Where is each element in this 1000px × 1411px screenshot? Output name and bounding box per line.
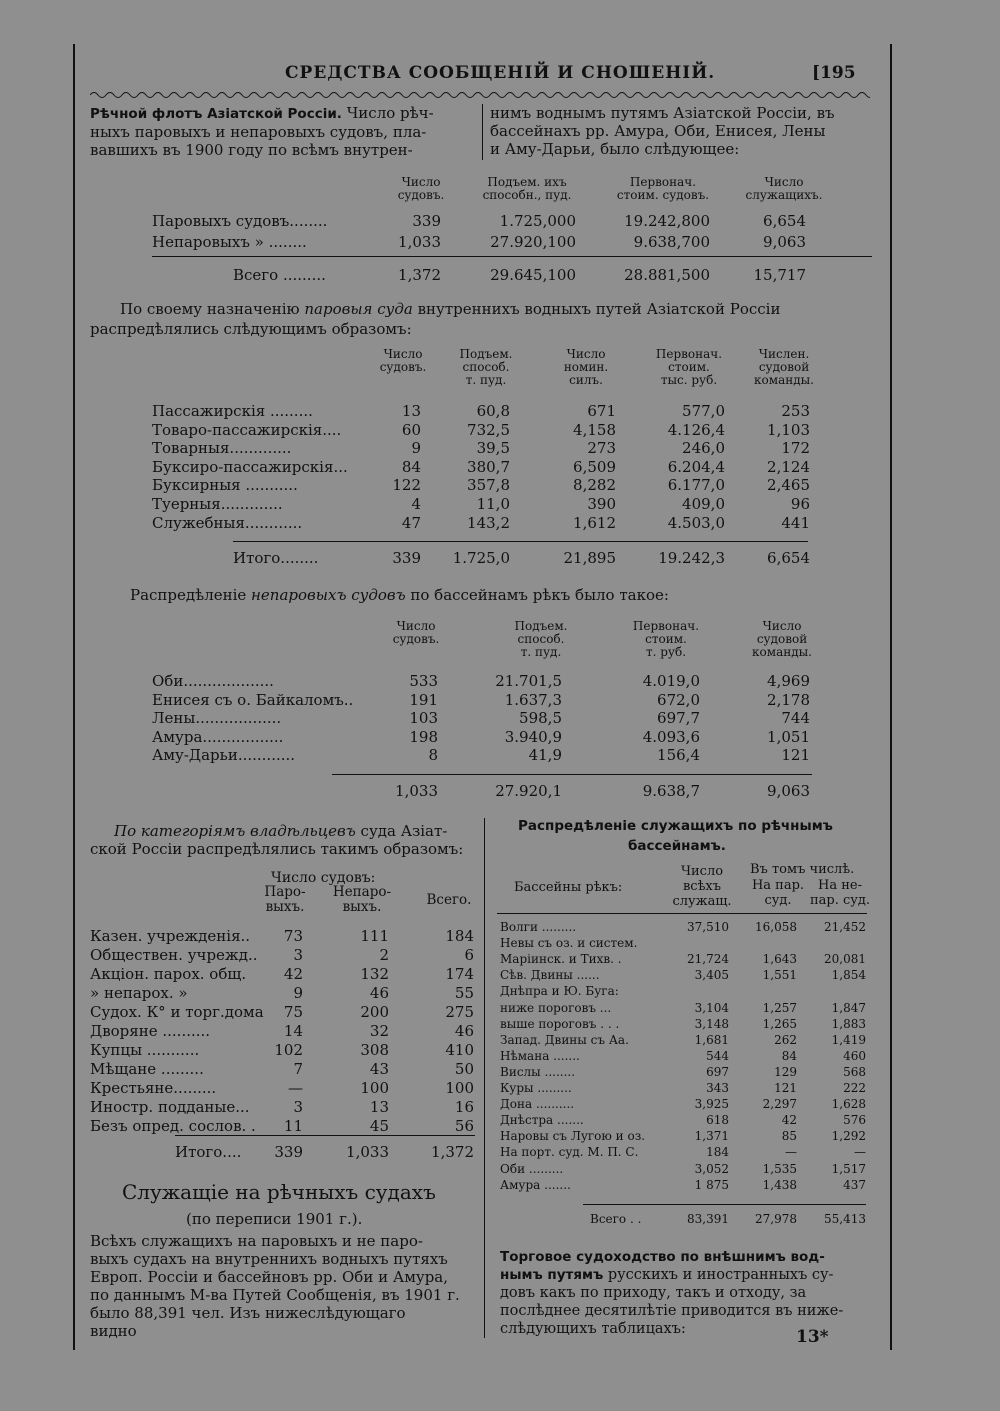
bold-lead: Рѣчной флотъ Азіатской Россіи.: [90, 106, 342, 122]
cell-value: 1,265: [762, 1016, 797, 1031]
column-header: Число номин. силъ.: [563, 347, 609, 387]
section-title: Служащіе на рѣчныхъ судахъ: [122, 1180, 436, 1204]
cell-value: 37,510: [687, 920, 729, 934]
column-header: Числен. судовой команды.: [754, 347, 814, 387]
cell-value: 184: [445, 927, 474, 945]
cell-value: 13: [369, 1098, 389, 1116]
row-label: Безъ опред. сослов. .: [90, 1117, 256, 1135]
employees-paragraph: [90, 1232, 478, 1340]
intro-line: нимъ воднымъ путямъ Азіатской Россіи, въ: [490, 104, 835, 122]
row-label: Маріинск. и Тихв. .: [500, 952, 622, 967]
total-label: Всего . .: [590, 1212, 642, 1226]
row-label: Запад. Двины съ Аа.: [500, 1032, 629, 1047]
cell-value: 56: [454, 1117, 474, 1135]
cell-value: —: [785, 1145, 797, 1160]
cell-value: 6.177,0: [667, 476, 725, 495]
row-label: Сѣв. Двины ......: [500, 968, 600, 983]
row-label: ниже пороговъ ...: [500, 1000, 612, 1015]
intro-line: бассейнахъ рр. Амура, Оби, Енисея, Лены: [490, 122, 826, 140]
total-value: 21,895: [563, 549, 616, 567]
cell-value: —: [288, 1079, 303, 1097]
text-run: По своему назначенію: [120, 300, 305, 318]
row-label: выше пороговъ . . .: [500, 1016, 620, 1031]
total-value: 28.881,500: [624, 266, 710, 284]
cell-value: 3,925: [694, 1097, 729, 1112]
emphasis-text: По категоріямъ владѣльцевъ: [114, 822, 356, 840]
signature-mark: 13*: [796, 1327, 829, 1347]
cell-value: 2,297: [762, 1097, 797, 1112]
column-header: Подъем. ихъ способн., пуд.: [482, 175, 572, 202]
cell-value: 339: [412, 212, 441, 230]
cell-value: 14: [283, 1022, 303, 1040]
cell-value: 4.126,4: [667, 420, 725, 439]
column-header: Подъем. способ. т. пуд.: [459, 347, 513, 387]
cell-value: 598,5: [519, 709, 562, 727]
column-header: Всего.: [426, 892, 472, 908]
total-value: 339: [392, 549, 421, 567]
paragraph-line: довъ какъ по приходу, такъ и отходу, за: [500, 1285, 807, 1301]
cell-value: 1,681: [694, 1032, 729, 1047]
total-value: 83,391: [687, 1212, 729, 1226]
cell-value: 129: [774, 1064, 797, 1079]
total-label: Итого........: [233, 549, 319, 567]
cell-value: 343: [706, 1081, 729, 1095]
row-label: Невы съ оз. и систем.: [500, 936, 638, 951]
cell-value: 43: [369, 1060, 389, 1078]
cell-value: 1,257: [762, 1000, 797, 1015]
column-header: Число судовъ.: [392, 619, 440, 646]
cell-value: 1,103: [767, 420, 810, 439]
cell-value: 1 875: [694, 1177, 729, 1192]
cell-value: 2,178: [767, 690, 810, 709]
paragraph-line: было 88,391 чел. Изъ нижеслѣдующаго: [90, 1304, 406, 1322]
row-label: Волги .........: [500, 920, 577, 934]
paragraph-line: Торговое судоходство по внѣшнимъ вод-: [500, 1249, 825, 1265]
cell-value: 60: [401, 420, 421, 439]
nonsteam-basin-paragraph: [130, 586, 870, 604]
row-label: Амура.................: [152, 727, 284, 746]
column-header: Число судовъ.: [379, 347, 427, 374]
column-header: Первонач. стоим. тыс. руб.: [655, 347, 723, 387]
cell-value: 4.503,0: [667, 513, 725, 532]
total-value: 1.725,0: [452, 549, 510, 567]
total-value: 27.920,1: [495, 782, 562, 800]
paragraph-line: послѣднее десятилѣтіе приводится въ ниже-: [500, 1303, 844, 1319]
cell-value: 85: [781, 1129, 797, 1144]
cell-value: 1,051: [767, 727, 810, 746]
cell-value: 20,081: [824, 952, 866, 967]
page-header: [0, 63, 1000, 89]
text-run: русскихъ и иностранныхъ су-: [603, 1267, 834, 1283]
steamers-purpose-paragraph-2: распредѣлялись слѣдующимъ образомъ:: [90, 320, 412, 338]
column-header: Первонач. стоим. т. руб.: [632, 619, 700, 659]
cell-value: 1,883: [831, 1016, 866, 1031]
cell-value: 732,5: [467, 420, 510, 439]
employees-table-title: Распредѣленіе служащихъ по рѣчнымъ: [518, 818, 833, 834]
cell-value: 1,517: [831, 1161, 866, 1176]
total-value: 339: [274, 1143, 303, 1161]
cell-value: 19.242,800: [624, 212, 710, 230]
cell-value: 3: [293, 1098, 303, 1116]
cell-value: 1,612: [573, 513, 616, 532]
intro-left-column: [90, 104, 478, 159]
cell-value: 4,969: [767, 672, 810, 690]
cell-value: 410: [445, 1041, 474, 1059]
cell-value: 21,452: [824, 920, 866, 934]
cell-value: 9: [293, 984, 303, 1002]
cell-value: 100: [445, 1079, 474, 1097]
cell-value: 744: [781, 709, 810, 727]
table-rule: [233, 541, 808, 542]
column-header: На не- пар. суд.: [809, 878, 871, 908]
foreign-trade-paragraph: [500, 1248, 880, 1338]
row-label: Дона ..........: [500, 1097, 575, 1112]
cell-value: 3,104: [694, 1000, 729, 1015]
cell-value: 1,292: [831, 1129, 866, 1144]
total-value: 29.645,100: [490, 266, 576, 284]
total-value: 15,717: [753, 266, 806, 284]
cell-value: 357,8: [467, 476, 510, 495]
row-label: Буксирныя ...........: [152, 476, 298, 495]
total-value: 6,654: [767, 549, 810, 567]
intro-line: [90, 104, 478, 123]
cell-value: 697: [706, 1064, 729, 1079]
cell-value: 21.701,5: [495, 672, 562, 690]
row-label: Днѣпра и Ю. Буга:: [500, 984, 619, 999]
total-value: 9.638,7: [642, 782, 700, 800]
cell-value: 45: [369, 1117, 389, 1135]
column-divider: [482, 104, 483, 160]
cell-value: 253: [781, 402, 810, 420]
cell-value: 2: [379, 946, 389, 964]
cell-value: 47: [401, 513, 421, 532]
emphasis-text: непаровыхъ судовъ: [251, 586, 406, 604]
paragraph-line: по даннымъ М-ва Путей Сообщенія, въ 1901 г.: [90, 1286, 460, 1304]
total-label: Всего .........: [233, 266, 326, 284]
row-label: Амура .......: [500, 1177, 571, 1192]
total-value: 19.242,3: [658, 549, 725, 567]
row-label: Служебныя............: [152, 513, 303, 532]
row-label: Мѣщане .........: [90, 1060, 204, 1078]
paragraph-line: [500, 1266, 880, 1284]
cell-value: 172: [781, 439, 810, 458]
cell-value: 308: [360, 1041, 389, 1059]
cell-value: 3,052: [694, 1161, 729, 1176]
row-label: Крестьяне.........: [90, 1079, 217, 1097]
row-label: Дворяне ..........: [90, 1022, 211, 1040]
table-rule: [497, 913, 867, 914]
cell-value: 1,419: [831, 1032, 866, 1047]
row-label: » непарох. »: [90, 984, 188, 1002]
column-header: Число судовой команды.: [752, 619, 812, 659]
group-header: Въ томъ числѣ.: [750, 862, 855, 877]
cell-value: 84: [781, 1048, 797, 1063]
cell-value: 1,033: [398, 233, 441, 251]
cell-value: 174: [445, 965, 474, 983]
cell-value: 111: [360, 927, 389, 945]
row-label: Нѣмана .......: [500, 1048, 580, 1063]
text-run: вавшихъ въ 1900 году по всѣмъ внутрен-: [90, 141, 413, 159]
bold-lead: нымъ путямъ: [500, 1267, 604, 1283]
cell-value: 200: [360, 1003, 389, 1021]
cell-value: 100: [360, 1079, 389, 1097]
cell-value: 672,0: [657, 690, 700, 709]
cell-value: 1,551: [762, 968, 797, 983]
cell-value: 6,654: [763, 212, 806, 230]
cell-value: 6: [464, 946, 474, 964]
cell-value: 75: [283, 1003, 303, 1021]
cell-value: 1,847: [831, 1000, 866, 1015]
column-header: Подъем. способ. т. пуд.: [514, 619, 568, 659]
cell-value: 4: [411, 495, 421, 513]
column-header: На пар. суд.: [751, 878, 805, 908]
employees-table-title-2: бассейнамъ.: [628, 838, 726, 854]
cell-value: 103: [409, 709, 438, 727]
cell-value: 262: [774, 1032, 797, 1047]
cell-value: 84: [401, 457, 421, 476]
row-label: На порт. суд. М. П. С.: [500, 1145, 639, 1160]
cell-value: 73: [283, 927, 303, 945]
cell-value: 41,9: [528, 746, 562, 764]
cell-value: 7: [293, 1060, 303, 1078]
cell-value: 60,8: [476, 402, 510, 420]
cell-value: 32: [369, 1022, 389, 1040]
total-value: 1,372: [431, 1143, 474, 1161]
row-label: Купцы ...........: [90, 1041, 200, 1059]
row-label: Казен. учрежденія..: [90, 927, 251, 945]
column-header: Число служащихъ.: [745, 175, 823, 202]
cell-value: 184: [706, 1145, 729, 1160]
running-title: СРЕДСТВА СООБЩЕНІЙ И СНОШЕНІЙ.: [285, 63, 716, 83]
cell-value: 122: [392, 476, 421, 495]
table-rule: [152, 256, 872, 257]
cell-value: 671: [587, 402, 616, 420]
cell-value: —: [854, 1145, 866, 1160]
cell-value: 191: [409, 690, 438, 709]
cell-value: 121: [781, 746, 810, 764]
cell-value: 1.637,3: [504, 690, 562, 709]
column-header: Число всѣхъ служащ.: [672, 864, 732, 909]
cell-value: 568: [843, 1064, 866, 1079]
paragraph-line: Европ. Россіи и бассейновъ рр. Оби и Амура,: [90, 1268, 449, 1286]
table-rule: [332, 774, 812, 775]
cell-value: 3,405: [694, 968, 729, 983]
row-label: Енисея съ о. Байкаломъ..: [152, 690, 354, 709]
paragraph-line: слѣдующихъ таблицахъ:: [500, 1321, 686, 1337]
cell-value: 1,535: [762, 1161, 797, 1176]
cell-value: 198: [409, 727, 438, 746]
row-label: Пассажирскія .........: [152, 402, 313, 420]
owners-paragraph-2: ской Россіи распредѣлялись такимъ образомъ:: [90, 840, 464, 858]
total-value: 1,033: [395, 782, 438, 800]
emphasis-text: паровыя суда: [304, 300, 413, 318]
cell-value: 437: [843, 1177, 866, 1192]
cell-value: 577,0: [682, 402, 725, 420]
cell-value: 156,4: [657, 746, 700, 764]
cell-value: 576: [843, 1113, 866, 1128]
cell-value: 1,854: [831, 968, 866, 983]
cell-value: 121: [774, 1081, 797, 1095]
cell-value: 2,124: [767, 457, 810, 476]
cell-value: 2,465: [767, 476, 810, 495]
cell-value: 6.204,4: [667, 457, 725, 476]
cell-value: 533: [409, 672, 438, 690]
intro-line: [90, 123, 478, 141]
paragraph-line: Всѣхъ служащихъ на паровыхъ и не паро-: [90, 1232, 423, 1250]
column-header: Бассейны рѣкъ:: [514, 880, 623, 895]
intro-line: и Аму-Дарьи, было слѣдующее:: [490, 140, 740, 158]
total-label: Итого....: [175, 1143, 242, 1161]
cell-value: 460: [843, 1048, 866, 1063]
row-label: Товаро-пассажирскія....: [152, 420, 342, 439]
cell-value: 9: [411, 439, 421, 458]
row-label: Наровы съ Лугою и оз.: [500, 1129, 646, 1144]
cell-value: 3: [293, 946, 303, 964]
row-label: Лены..................: [152, 709, 282, 727]
steamers-purpose-paragraph: [120, 300, 880, 318]
cell-value: 1,643: [762, 952, 797, 967]
cell-value: 4.019,0: [642, 672, 700, 690]
column-header: Первонач. стоим. судовъ.: [616, 175, 710, 202]
row-label: Иностр. подданые...: [90, 1098, 250, 1116]
row-label: Паровыхъ судовъ........: [152, 212, 328, 230]
cell-value: 3.940,9: [504, 727, 562, 746]
text-run: внутреннихъ водныхъ путей Азіатской Россіи: [412, 300, 781, 318]
cell-value: 46: [454, 1022, 474, 1040]
row-label: Днѣстра .......: [500, 1113, 584, 1128]
column-header: Непаро- выхъ.: [332, 884, 392, 915]
cell-value: 409,0: [682, 495, 725, 513]
cell-value: 102: [274, 1041, 303, 1059]
wavy-rule: [90, 90, 870, 100]
cell-value: 50: [454, 1060, 474, 1078]
cell-value: 21,724: [687, 952, 729, 967]
total-value: 1,372: [398, 266, 441, 284]
cell-value: 11,0: [476, 495, 510, 513]
row-label: Товарныя.............: [152, 439, 292, 458]
cell-value: 544: [706, 1048, 729, 1063]
group-header: Число судовъ:: [271, 870, 376, 886]
cell-value: 8: [428, 746, 438, 764]
cell-value: 380,7: [467, 457, 510, 476]
cell-value: 55: [454, 984, 474, 1002]
table-rule: [175, 1135, 475, 1136]
paragraph-line: видно: [90, 1322, 137, 1340]
cell-value: 9.638,700: [633, 233, 710, 251]
total-value: 27,978: [755, 1212, 797, 1226]
cell-value: 132: [360, 965, 389, 983]
cell-value: 6,509: [573, 457, 616, 476]
total-value: 55,413: [824, 1212, 866, 1226]
row-label: Буксиро-пассажирскія...: [152, 457, 348, 476]
cell-value: 11: [283, 1117, 303, 1135]
cell-value: 42: [781, 1113, 797, 1128]
cell-value: 9,063: [763, 233, 806, 251]
row-label: Туерныя.............: [152, 495, 283, 513]
cell-value: 46: [369, 984, 389, 1002]
section-subtitle: (по переписи 1901 г.).: [186, 1210, 363, 1228]
cell-value: 96: [790, 495, 810, 513]
cell-value: 3,148: [694, 1016, 729, 1031]
cell-value: 275: [445, 1003, 474, 1021]
owners-paragraph: [114, 822, 484, 840]
cell-value: 273: [587, 439, 616, 458]
cell-value: 4,158: [573, 420, 616, 439]
row-label: Вислы ........: [500, 1064, 576, 1079]
cell-value: 1.725,000: [499, 212, 576, 230]
cell-value: 16: [454, 1098, 474, 1116]
paragraph-line: выхъ судахъ на внутреннихъ водныхъ путяхъ: [90, 1250, 448, 1268]
cell-value: 13: [401, 402, 421, 420]
text-run: Распредѣленіе: [130, 586, 252, 604]
cell-value: 16,058: [755, 920, 797, 934]
cell-value: 441: [781, 513, 810, 532]
cell-value: 1,371: [694, 1129, 729, 1144]
text-run: суда Азіат-: [355, 822, 448, 840]
cell-value: 39,5: [476, 439, 510, 458]
table-rule: [583, 1204, 866, 1205]
column-header: Число судовъ.: [397, 175, 445, 202]
cell-value: 222: [843, 1081, 866, 1095]
cell-value: 27.920,100: [490, 233, 576, 251]
cell-value: 390: [587, 495, 616, 513]
cell-value: 618: [706, 1113, 729, 1128]
cell-value: 4.093,6: [642, 727, 700, 746]
total-value: 1,033: [346, 1143, 389, 1161]
cell-value: 143,2: [467, 513, 510, 532]
cell-value: 1,628: [831, 1097, 866, 1112]
row-label: Непаровыхъ » ........: [152, 233, 307, 251]
row-label: Куры .........: [500, 1081, 572, 1095]
text-run: Число рѣч-: [341, 104, 434, 122]
page-number: [195: [812, 63, 856, 83]
text-run: ныхъ паровыхъ и непаровыхъ судовъ, пла-: [90, 123, 427, 141]
row-label: Обществен. учрежд..: [90, 946, 258, 964]
text-run: по бассейнамъ рѣкъ было такое:: [405, 586, 669, 604]
cell-value: 42: [283, 965, 303, 983]
row-label: Оби...................: [152, 672, 274, 690]
row-label: Аму-Дарьи............: [152, 746, 296, 764]
intro-right-column: [490, 104, 875, 158]
cell-value: 246,0: [682, 439, 725, 458]
cell-value: 697,7: [657, 709, 700, 727]
row-label: Оби .........: [500, 1161, 564, 1176]
row-label: Судох. К° и торг.дома: [90, 1003, 264, 1021]
cell-value: 8,282: [573, 476, 616, 495]
total-value: 9,063: [767, 782, 810, 800]
column-header: Паро- выхъ.: [264, 884, 306, 915]
intro-line: [90, 141, 478, 159]
cell-value: 1,438: [762, 1177, 797, 1192]
row-label: Акціон. парох. общ.: [90, 965, 247, 983]
